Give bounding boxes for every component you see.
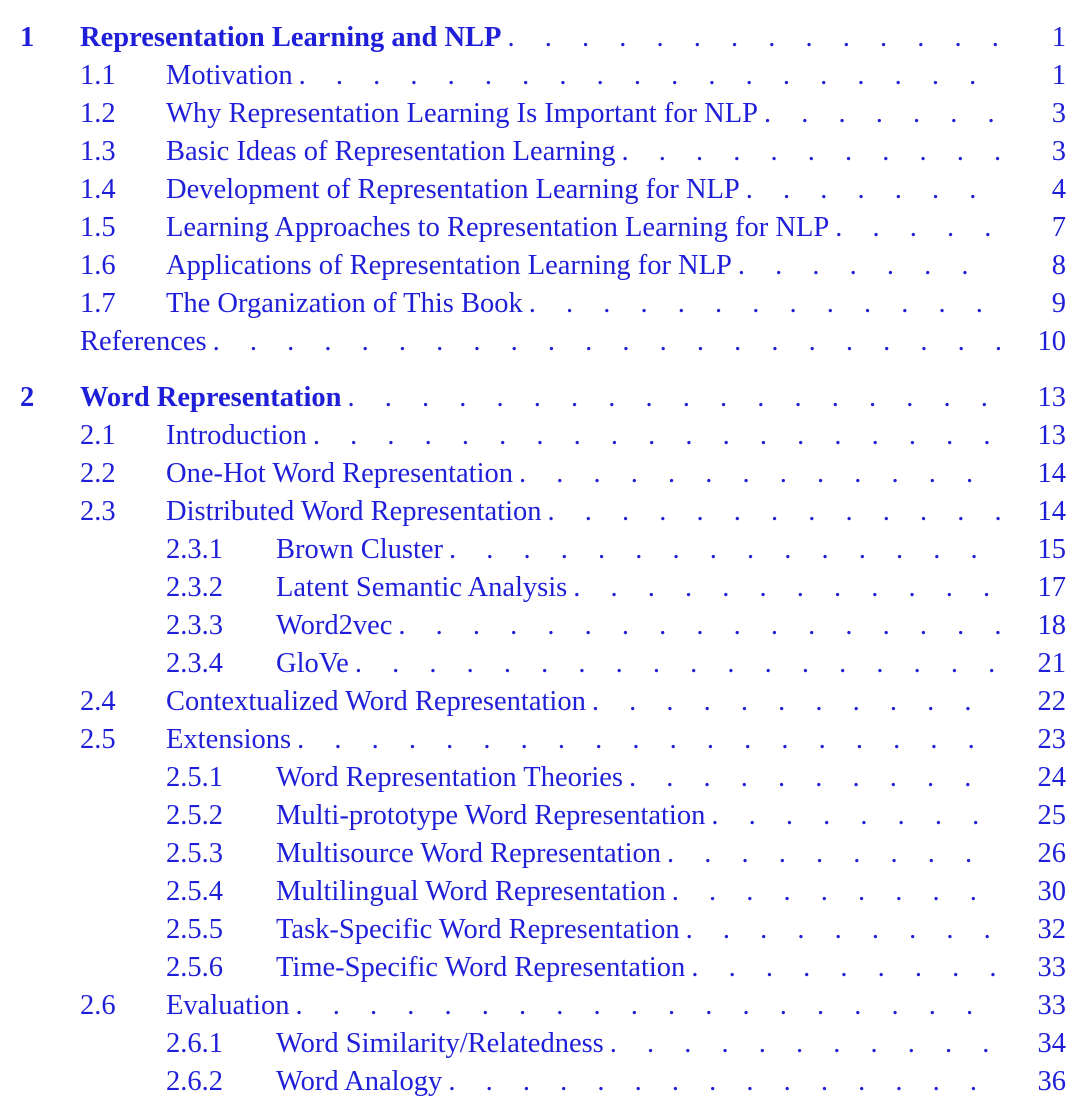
- page-number[interactable]: 8: [1051, 250, 1066, 281]
- toc-entry-subsection[interactable]: [0, 912, 1080, 948]
- subsection-title[interactable]: Task-Specific Word Representation: [276, 914, 680, 945]
- page-number[interactable]: 1: [1051, 60, 1066, 91]
- toc-entry-subsection[interactable]: [0, 760, 1080, 796]
- toc-entry-section[interactable]: [0, 134, 1080, 170]
- chapter-number: 1: [20, 22, 35, 53]
- toc-entry-section[interactable]: [0, 210, 1080, 246]
- section-number: 1.5: [80, 212, 116, 243]
- page-number[interactable]: 22: [1037, 686, 1066, 717]
- subsection-title[interactable]: Multisource Word Representation: [276, 838, 662, 869]
- subsection-title[interactable]: Word Analogy: [276, 1066, 443, 1097]
- toc-entry-section[interactable]: [0, 494, 1080, 530]
- page-number[interactable]: 24: [1037, 762, 1066, 793]
- toc-entry-section[interactable]: [0, 988, 1080, 1024]
- toc-entry-section[interactable]: [0, 456, 1080, 492]
- page-number[interactable]: 13: [1037, 420, 1066, 451]
- subsection-title[interactable]: Multilingual Word Representation: [276, 876, 666, 907]
- subsection-number: 2.6.2: [166, 1066, 223, 1097]
- leader-dots: [507, 20, 1000, 56]
- toc-entry-subsection[interactable]: [0, 836, 1080, 872]
- section-number: 1.3: [80, 136, 116, 167]
- section-title[interactable]: Learning Approaches to Representation Learning for NLP: [166, 212, 830, 243]
- section-number: 1.6: [80, 250, 116, 281]
- section-title[interactable]: Extensions: [166, 724, 292, 755]
- section-title[interactable]: Contextualized Word Representation: [166, 686, 586, 717]
- references-title[interactable]: References: [80, 326, 207, 357]
- subsection-number: 2.5.5: [166, 914, 223, 945]
- page-number[interactable]: 13: [1037, 382, 1066, 413]
- section-number: 1.1: [80, 60, 116, 91]
- leader-dots: [213, 324, 1000, 360]
- leader-dots: [529, 286, 1000, 322]
- toc-entry-chapter-1[interactable]: [0, 20, 1080, 56]
- subsection-number: 2.5.2: [166, 800, 223, 831]
- subsection-title[interactable]: Multi-prototype Word Representation: [276, 800, 706, 831]
- toc-entry-section[interactable]: [0, 172, 1080, 208]
- toc-entry-chapter-2[interactable]: [0, 380, 1080, 416]
- subsection-title[interactable]: Word2vec: [276, 610, 393, 641]
- page-number[interactable]: 36: [1037, 1066, 1066, 1097]
- toc-entry-subsection[interactable]: [0, 532, 1080, 568]
- subsection-title[interactable]: Word Similarity/Relatedness: [276, 1028, 604, 1059]
- leader-dots: [835, 210, 1000, 246]
- leader-dots: [592, 684, 1000, 720]
- leader-dots: [348, 380, 1000, 416]
- page-number[interactable]: 30: [1037, 876, 1066, 907]
- toc-entry-section[interactable]: [0, 722, 1080, 758]
- subsection-title[interactable]: Brown Cluster: [276, 534, 444, 565]
- leader-dots: [622, 134, 1000, 170]
- leader-dots: [764, 96, 1000, 132]
- toc-entry-subsection[interactable]: [0, 570, 1080, 606]
- page-number[interactable]: 7: [1051, 212, 1066, 243]
- section-number: 1.7: [80, 288, 116, 319]
- section-title[interactable]: Evaluation: [166, 990, 290, 1021]
- toc-entry-subsection[interactable]: [0, 798, 1080, 834]
- leader-dots: [448, 1064, 1000, 1100]
- section-title[interactable]: One-Hot Word Representation: [166, 458, 514, 489]
- subsection-title[interactable]: Time-Specific Word Representation: [276, 952, 686, 983]
- page-number[interactable]: 3: [1051, 98, 1066, 129]
- leader-dots: [355, 646, 1000, 682]
- page-number[interactable]: 25: [1037, 800, 1066, 831]
- section-number: 1.4: [80, 174, 116, 205]
- section-title[interactable]: Introduction: [166, 420, 307, 451]
- page-number[interactable]: 17: [1037, 572, 1066, 603]
- leader-dots: [686, 912, 1000, 948]
- section-title[interactable]: Distributed Word Representation: [166, 496, 542, 527]
- toc-entry-section[interactable]: [0, 58, 1080, 94]
- leader-dots: [667, 836, 1000, 872]
- section-title[interactable]: Applications of Representation Learning for NLP: [166, 250, 732, 281]
- section-title[interactable]: The Organization of This Book: [166, 288, 523, 319]
- section-title[interactable]: Motivation: [166, 60, 293, 91]
- subsection-title[interactable]: GloVe: [276, 648, 349, 679]
- page-number[interactable]: 9: [1051, 288, 1066, 319]
- page-number[interactable]: 15: [1037, 534, 1066, 565]
- leader-dots: [629, 760, 1000, 796]
- leader-dots: [313, 418, 1000, 454]
- page-number[interactable]: 33: [1037, 952, 1066, 983]
- toc-entry-section[interactable]: [0, 286, 1080, 322]
- leader-dots: [548, 494, 1000, 530]
- toc-entry-references[interactable]: [0, 324, 1080, 360]
- toc-entry-subsection[interactable]: [0, 608, 1080, 644]
- page-number[interactable]: 3: [1051, 136, 1066, 167]
- page-number[interactable]: 14: [1037, 458, 1066, 489]
- leader-dots: [295, 988, 1000, 1024]
- chapter-title[interactable]: Representation Learning and NLP: [80, 22, 502, 53]
- toc-entry-subsection[interactable]: [0, 950, 1080, 986]
- toc-entry-section[interactable]: [0, 684, 1080, 720]
- subsection-number: 2.3.4: [166, 648, 223, 679]
- toc-entry-section[interactable]: [0, 96, 1080, 132]
- leader-dots: [738, 248, 1000, 284]
- section-number: 2.3: [80, 496, 116, 527]
- leader-dots: [398, 608, 1000, 644]
- leader-dots: [297, 722, 1000, 758]
- leader-dots: [573, 570, 1000, 606]
- chapter-title[interactable]: Word Representation: [80, 382, 342, 413]
- subsection-title[interactable]: Word Representation Theories: [276, 762, 623, 793]
- subsection-number: 2.5.1: [166, 762, 223, 793]
- page-number[interactable]: 21: [1037, 648, 1066, 679]
- leader-dots: [610, 1026, 1000, 1062]
- section-number: 2.5: [80, 724, 116, 755]
- page-number[interactable]: 10: [1037, 326, 1066, 357]
- page-number[interactable]: 26: [1037, 838, 1066, 869]
- subsection-number: 2.3.2: [166, 572, 223, 603]
- leader-dots: [711, 798, 1000, 834]
- subsection-number: 2.3.3: [166, 610, 223, 641]
- leader-dots: [672, 874, 1000, 910]
- section-number: 2.6: [80, 990, 116, 1021]
- subsection-number: 2.3.1: [166, 534, 223, 565]
- page-number[interactable]: 33: [1037, 990, 1066, 1021]
- page-number[interactable]: 34: [1037, 1028, 1066, 1059]
- page-number[interactable]: 14: [1037, 496, 1066, 527]
- toc-entry-section[interactable]: [0, 248, 1080, 284]
- subsection-number: 2.6.1: [166, 1028, 223, 1059]
- toc-entry-section[interactable]: [0, 418, 1080, 454]
- leader-dots: [299, 58, 1000, 94]
- section-number: 2.1: [80, 420, 116, 451]
- section-title[interactable]: Basic Ideas of Representation Learning: [166, 136, 616, 167]
- section-number: 2.2: [80, 458, 116, 489]
- page-number[interactable]: 1: [1051, 22, 1066, 53]
- leader-dots: [746, 172, 1000, 208]
- section-number: 1.2: [80, 98, 116, 129]
- leader-dots: [449, 532, 1000, 568]
- section-title[interactable]: Development of Representation Learning for NLP: [166, 174, 740, 205]
- page-number[interactable]: 4: [1051, 174, 1066, 205]
- subsection-number: 2.5.4: [166, 876, 223, 907]
- toc-entry-subsection[interactable]: [0, 1064, 1080, 1100]
- toc-entry-subsection[interactable]: [0, 1026, 1080, 1062]
- leader-dots: [519, 456, 1000, 492]
- toc-entry-subsection[interactable]: [0, 646, 1080, 682]
- leader-dots: [691, 950, 1000, 986]
- section-title[interactable]: Why Representation Learning Is Important for NLP: [166, 98, 759, 129]
- subsection-number: 2.5.6: [166, 952, 223, 983]
- section-number: 2.4: [80, 686, 116, 717]
- chapter-number: 2: [20, 382, 35, 413]
- toc-entry-subsection[interactable]: [0, 874, 1080, 910]
- subsection-title[interactable]: Latent Semantic Analysis: [276, 572, 568, 603]
- subsection-number: 2.5.3: [166, 838, 223, 869]
- page-number[interactable]: 32: [1037, 914, 1066, 945]
- page-number[interactable]: 23: [1037, 724, 1066, 755]
- page-number[interactable]: 18: [1037, 610, 1066, 641]
